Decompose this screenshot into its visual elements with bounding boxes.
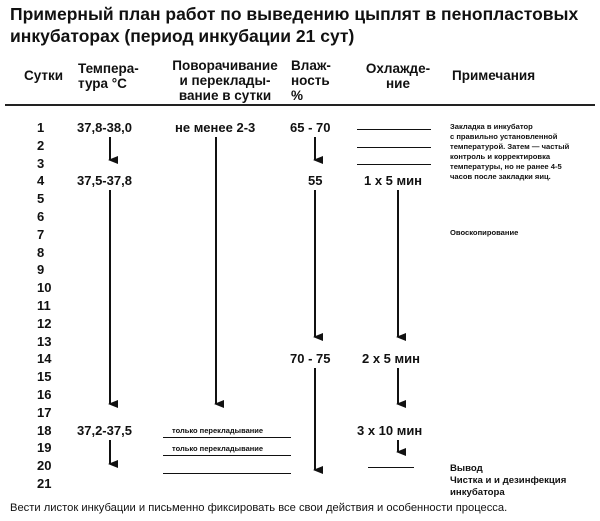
day-21: 21 bbox=[37, 476, 52, 491]
temperature-day-18: 37,2-37,5 bbox=[77, 423, 132, 438]
day-17: 17 bbox=[37, 405, 52, 420]
turning-day-1: не менее 2-3 bbox=[175, 120, 256, 135]
cooling-day-18: 3 х 10 мин bbox=[357, 423, 423, 438]
header-cooling-line1: Охлажде- bbox=[365, 61, 431, 76]
humidity-day-14: 70 - 75 bbox=[290, 351, 331, 366]
header-turning-line3: вание в сутки bbox=[178, 88, 272, 103]
day-14: 14 bbox=[37, 351, 52, 366]
temperature-day-4: 37,5-37,8 bbox=[77, 173, 132, 188]
humidity-day-1: 65 - 70 bbox=[290, 120, 331, 135]
day-12: 12 bbox=[37, 316, 52, 331]
note-day-1-line6: часов после закладки яиц. bbox=[450, 172, 551, 181]
header-turning-line2: и переклады- bbox=[179, 73, 271, 88]
note-day-21-line1: Вывод bbox=[450, 463, 483, 474]
temperature-day-1: 37,8-38,0 bbox=[77, 120, 132, 135]
header-humidity-line1: Влаж- bbox=[291, 58, 331, 73]
day-1: 1 bbox=[37, 120, 45, 135]
note-day-1-line2: с правильно установленной bbox=[450, 132, 558, 141]
humidity-day-4: 55 bbox=[308, 173, 323, 188]
day-6: 6 bbox=[37, 209, 45, 224]
day-2: 2 bbox=[37, 138, 45, 153]
turning-day-19: только перекладывание bbox=[172, 444, 264, 453]
day-8: 8 bbox=[37, 245, 45, 260]
day-13: 13 bbox=[37, 334, 52, 349]
day-18: 18 bbox=[37, 423, 52, 438]
note-day-7: Овоскопирование bbox=[450, 228, 519, 237]
day-10: 10 bbox=[37, 280, 52, 295]
day-9: 9 bbox=[37, 262, 45, 277]
note-day-21-line2: Чистка и и дезинфекция bbox=[450, 475, 567, 486]
note-day-1-line5: температуры, но не ранее 4-5 bbox=[450, 162, 562, 171]
turning-day-18: только перекладывание bbox=[172, 426, 264, 435]
note-day-1-line4: контроль и корректировка bbox=[450, 152, 551, 161]
note-day-21-line3: инкубатора bbox=[450, 487, 505, 498]
header-temperature-line1: Темпера- bbox=[78, 61, 139, 76]
day-16: 16 bbox=[37, 387, 52, 402]
header-day: Сутки bbox=[24, 68, 64, 83]
cooling-day-14: 2 х 5 мин bbox=[362, 351, 420, 366]
header-humidity-line3: % bbox=[291, 88, 304, 103]
header-temperature-line2: тура °С bbox=[78, 76, 127, 91]
day-11: 11 bbox=[37, 298, 51, 313]
day-7: 7 bbox=[37, 227, 45, 242]
day-3: 3 bbox=[37, 156, 45, 171]
day-20: 20 bbox=[37, 458, 52, 473]
note-day-1-line3: температурой. Затем — частый bbox=[450, 142, 570, 151]
day-15: 15 bbox=[37, 369, 52, 384]
page-title: Примерный план работ по выведению цыплят в пенопластовых инкубаторах (период инкубации 21 сут) bbox=[10, 4, 579, 46]
header-turning-line1: Поворачивание bbox=[172, 58, 278, 73]
cooling-day-4: 1 х 5 мин bbox=[364, 173, 422, 188]
day-5: 5 bbox=[37, 191, 45, 206]
footer-note: Вести листок инкубации и письменно фиксировать все свои действия и особенности процесса. bbox=[10, 502, 508, 514]
day-4: 4 bbox=[37, 173, 45, 188]
note-day-1-line1: Закладка в инкубатор bbox=[450, 122, 533, 131]
day-19: 19 bbox=[37, 440, 52, 455]
header-notes: Примечания bbox=[452, 68, 536, 83]
header-cooling-line2: ние bbox=[386, 76, 410, 91]
header-humidity-line2: ность bbox=[291, 73, 330, 88]
